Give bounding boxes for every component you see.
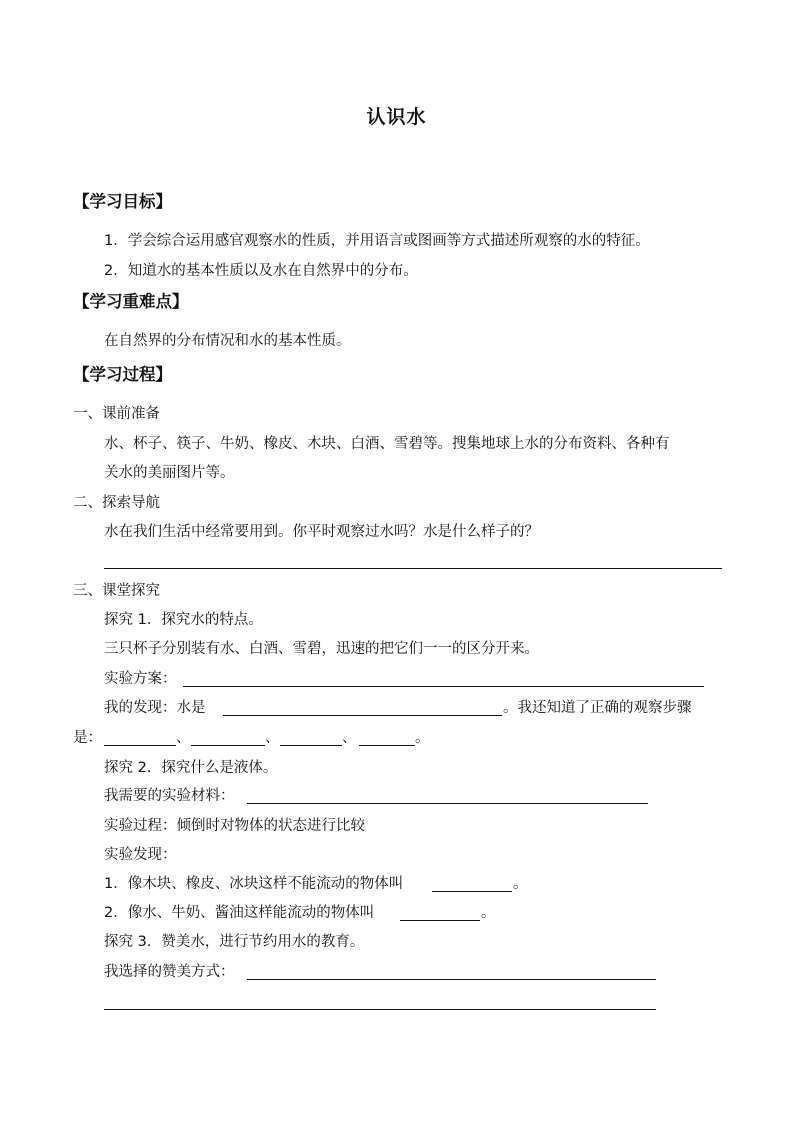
choice-answer-line-2[interactable] (104, 1009, 656, 1010)
choice-label: 我选择的赞美方式： (104, 964, 235, 980)
explore2-finding-label: 实验发现： (104, 847, 177, 863)
explore3-title: 探究 3．赞美水，进行节约用水的教育。 (104, 934, 365, 950)
section2-heading: 二、探索导航 (73, 495, 160, 511)
key-points-heading: 【学习重难点】 (73, 292, 189, 311)
step-answer-line-2[interactable] (191, 745, 265, 746)
finding-item-1-line[interactable] (432, 891, 512, 892)
section3-heading: 三、课堂探究 (73, 583, 160, 599)
materials-label: 我需要的实验材料： (104, 788, 235, 804)
section1-line1: 水、杯子、筷子、牛奶、橡皮、木块、白酒、雪碧等。搜集地球上水的分布资料、各种有 (104, 436, 670, 452)
step-answer-line-3[interactable] (280, 745, 342, 746)
goal-item-2: 2．知道水的基本性质以及水在自然界中的分布。 (104, 263, 418, 279)
section1-line2: 关水的美丽图片等。 (104, 465, 235, 481)
explore2-title: 探究 2．探究什么是液体。 (104, 760, 278, 776)
finding-item-1: 1．像木块、橡皮、冰块这样不能流动的物体叫 (104, 876, 404, 892)
goals-heading: 【学习目标】 (73, 192, 172, 211)
key-points-text: 在自然界的分布情况和水的基本性质。 (104, 333, 351, 349)
step-answer-line-4[interactable] (359, 745, 415, 746)
explore1-task: 三只杯子分别装有水、白酒、雪碧，迅速的把它们一一的区分开来。 (104, 641, 539, 657)
goal-item-1: 1．学会综合运用感官观察水的性质，并用语言或图画等方式描述所观察的水的特征。 (104, 233, 650, 249)
finding-label: 我的发现：水是 (104, 700, 206, 716)
step-answer-line-1[interactable] (104, 745, 176, 746)
finding-answer-line[interactable] (223, 715, 502, 716)
finding-item-1-end: 。 (513, 876, 528, 892)
section2-question: 水在我们生活中经常要用到。你平时观察过水吗？水是什么样子的？ (104, 524, 539, 540)
explore1-title: 探究 1．探究水的特点。 (104, 612, 263, 628)
materials-answer-line[interactable] (247, 803, 648, 804)
finding-mid-text: 。我还知道了正确的观察步骤 (503, 700, 692, 716)
finding-item-2-end: 。 (481, 905, 496, 921)
explore2-process: 实验过程：倾倒时对物体的状态进行比较 (104, 818, 365, 834)
steps-sep-2: 、 (265, 730, 280, 746)
plan-answer-line[interactable] (183, 686, 704, 687)
finding-item-2-line[interactable] (400, 920, 480, 921)
page-title: 认识水 (366, 106, 427, 128)
choice-answer-line[interactable] (247, 979, 656, 980)
section1-heading: 一、课前准备 (73, 406, 160, 422)
plan-label: 实验方案： (104, 671, 177, 687)
process-heading: 【学习过程】 (73, 365, 172, 384)
steps-sep-3: 、 (342, 730, 357, 746)
steps-prefix: 是： (73, 730, 102, 746)
answer-line-section2[interactable] (104, 568, 722, 569)
finding-item-2: 2．像水、牛奶、酱油这样能流动的物体叫 (104, 905, 375, 921)
steps-end: 。 (415, 730, 430, 746)
steps-sep-1: 、 (176, 730, 191, 746)
